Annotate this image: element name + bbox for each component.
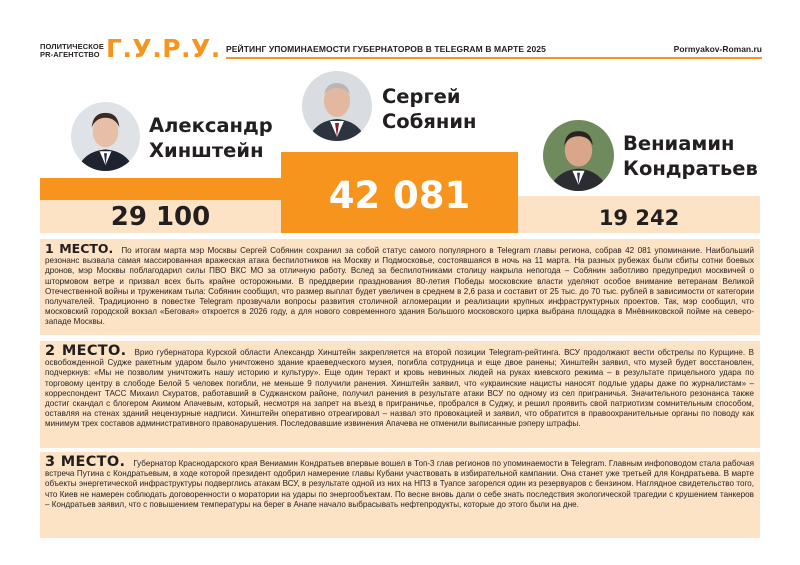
agency-line-1: ПОЛИТИЧЕСКОЕ (40, 42, 104, 51)
place-3-block (40, 452, 760, 538)
first-name: Вениамин (623, 132, 735, 155)
first-name: Александр (149, 114, 273, 137)
agency-line-2: PR-АГЕНТСТВО (40, 50, 100, 59)
guru-logo: Г.У.Р.У. (106, 34, 221, 63)
page-title: РЕЙТИНГ УПОМИНАЕМОСТИ ГУБЕРНАТОРОВ В TELEGRAM В МАРТЕ 2025 (226, 44, 546, 54)
name-khinshtein (149, 113, 273, 163)
value-sobyanin: 42 081 (328, 174, 471, 217)
first-name: Сергей (382, 85, 461, 108)
kondratyev-photo (543, 120, 614, 191)
place-2-text: Врио губернатора Курской области Александр Хинштейн закрепляется на второй позиции Telegram-рейтинга. ВСУ продолжают вести обстрелы по Курщине. В освобожденной Судже ракетным ударом было уничтожено здание краеведческого музея, погибла сотрудница и еще двое ранены; Хинштейн заявил, что музей будет восстановлен, подчеркнув: «Мы не позволим уничтожить нашу историю и культуру». Еще один теракт и кровь невинных людей на руках киевского режима – в результате прицельного удара по торговому центру в слободе Белой 5 человек погибли, не меньше 9 получили ранения. Хинштейн заявил, что «украинские нацисты наносят подлые удары даже по журналистам» – корреспондент ТАСС Михаил Скуратов, работавший в Суджанском районе, получил ранения в результате атаки ВСУ по одному из сел приграничья. Значительного резонанса также достиг скандал с блогером Акимом Апачевым, который, несмотря на запрет на въезд в приграничье, пробрался в Суджу, и решил проявить свой патриотизм сомнительным способом, оставляя на стенах зданий нецензурные надписи. Хинштейн оперативно отреагировал – назвал это провокацией и заявил, что обратится в правоохранительные органы по поводу как минимум трех составов административного правонарушения. Последовавшие извинения Апачева не отменили выписанные рэперу штрафы. (45, 348, 754, 429)
bar-khinshtein (40, 178, 281, 233)
value-kondratyev: 19 242 (598, 205, 680, 230)
place-1-label: 1 МЕСТО. (45, 241, 114, 256)
khinshtein-photo (71, 102, 140, 171)
name-kondratyev (623, 131, 758, 181)
header (40, 34, 762, 63)
header-divider (226, 57, 762, 59)
bar-kondratyev (518, 196, 760, 233)
last-name: Хинштейн (149, 139, 264, 162)
place-2-block (40, 341, 760, 448)
last-name: Собянин (382, 110, 477, 133)
place-3-text: Губернатор Краснодарского края Вениамин Кондратьев впервые вошел в Топ-3 глав регионов по упоминаемости в Telegram. Главным инфоповодом стала рабочая встреча Путина с Кондратьевым, в ходе которой президент одобрил намерение главы Кубани участвовать в избирательной кампании. Она станет уже третьей для Кондратьева. В марте объекты энергетической инфраструктуры подверглись атакам ВСУ, в результате одной из них на НПЗ в Туапсе загорелся один из резервуаров с бензином. Наглядное свидетельство того, что Киев не намерен соблюдать договоренности о моратории на удары по энергообъектам. По весне вновь дали о себе знать последствия экологической трагедии с крушением танкеров – Кондратьев заявил, что с повышением температуры на берег в Анапе начало выбрасывать нефтепродукты, которые до этого были на дне. (45, 459, 754, 509)
agency-label (40, 43, 104, 59)
place-1-text: По итогам марта мэр Москвы Сергей Собянин сохранил за собой статус самого популярного в Telegram главы региона, собрав 42 081 упоминание. Наибольший резонанс вызвала самая массированная вражеская атака беспилотников на Москву и Подмосковье, состоявшаяся в ночь на 11 марта. На разных рубежах были сбиты сотни боевых дронов, мэр Москвы поблагодарил силы ПВО ВКС МО за отличную работу. Вслед за беспилотниками столицу накрыла непогода – Собянин заботливо предупредил москвичей о штормовом ветре и призвал всех быть крайне осторожными. В преддверии празднования 80-летия Победы московские власти уделяют особое внимание ветеранам Великой Отечественной войны и труженикам тыла: Собянин сообщил, что размер выплат будет увеличен в среднем в 2,6 раза и составит от 25 тыс. до 70 тыс. рублей в зависимости от категории получателей. Традиционно в повестке Telegram прозвучали вопросы развития столичной агломерации и реализации крупных инфраструктурных проектов. Так, мэр сообщил, что московский городской вокзал «Беговая» откроется в 2026 году, а для нового современного здания Большого московского цирка выбрана площадка в Мнёвниковской пойме на северо-западе Москвы. (45, 246, 754, 327)
sobyanin-photo (302, 71, 372, 141)
bar-sobyanin (281, 152, 518, 233)
value-khinshtein: 29 100 (110, 201, 211, 232)
place-2-label: 2 МЕСТО. (45, 343, 127, 359)
place-3-label: 3 МЕСТО. (45, 454, 126, 470)
last-name: Кондратьев (623, 157, 758, 180)
site-link[interactable]: Pormyakov-Roman.ru (673, 44, 762, 54)
name-sobyanin (382, 84, 476, 134)
place-1-block (40, 239, 760, 335)
